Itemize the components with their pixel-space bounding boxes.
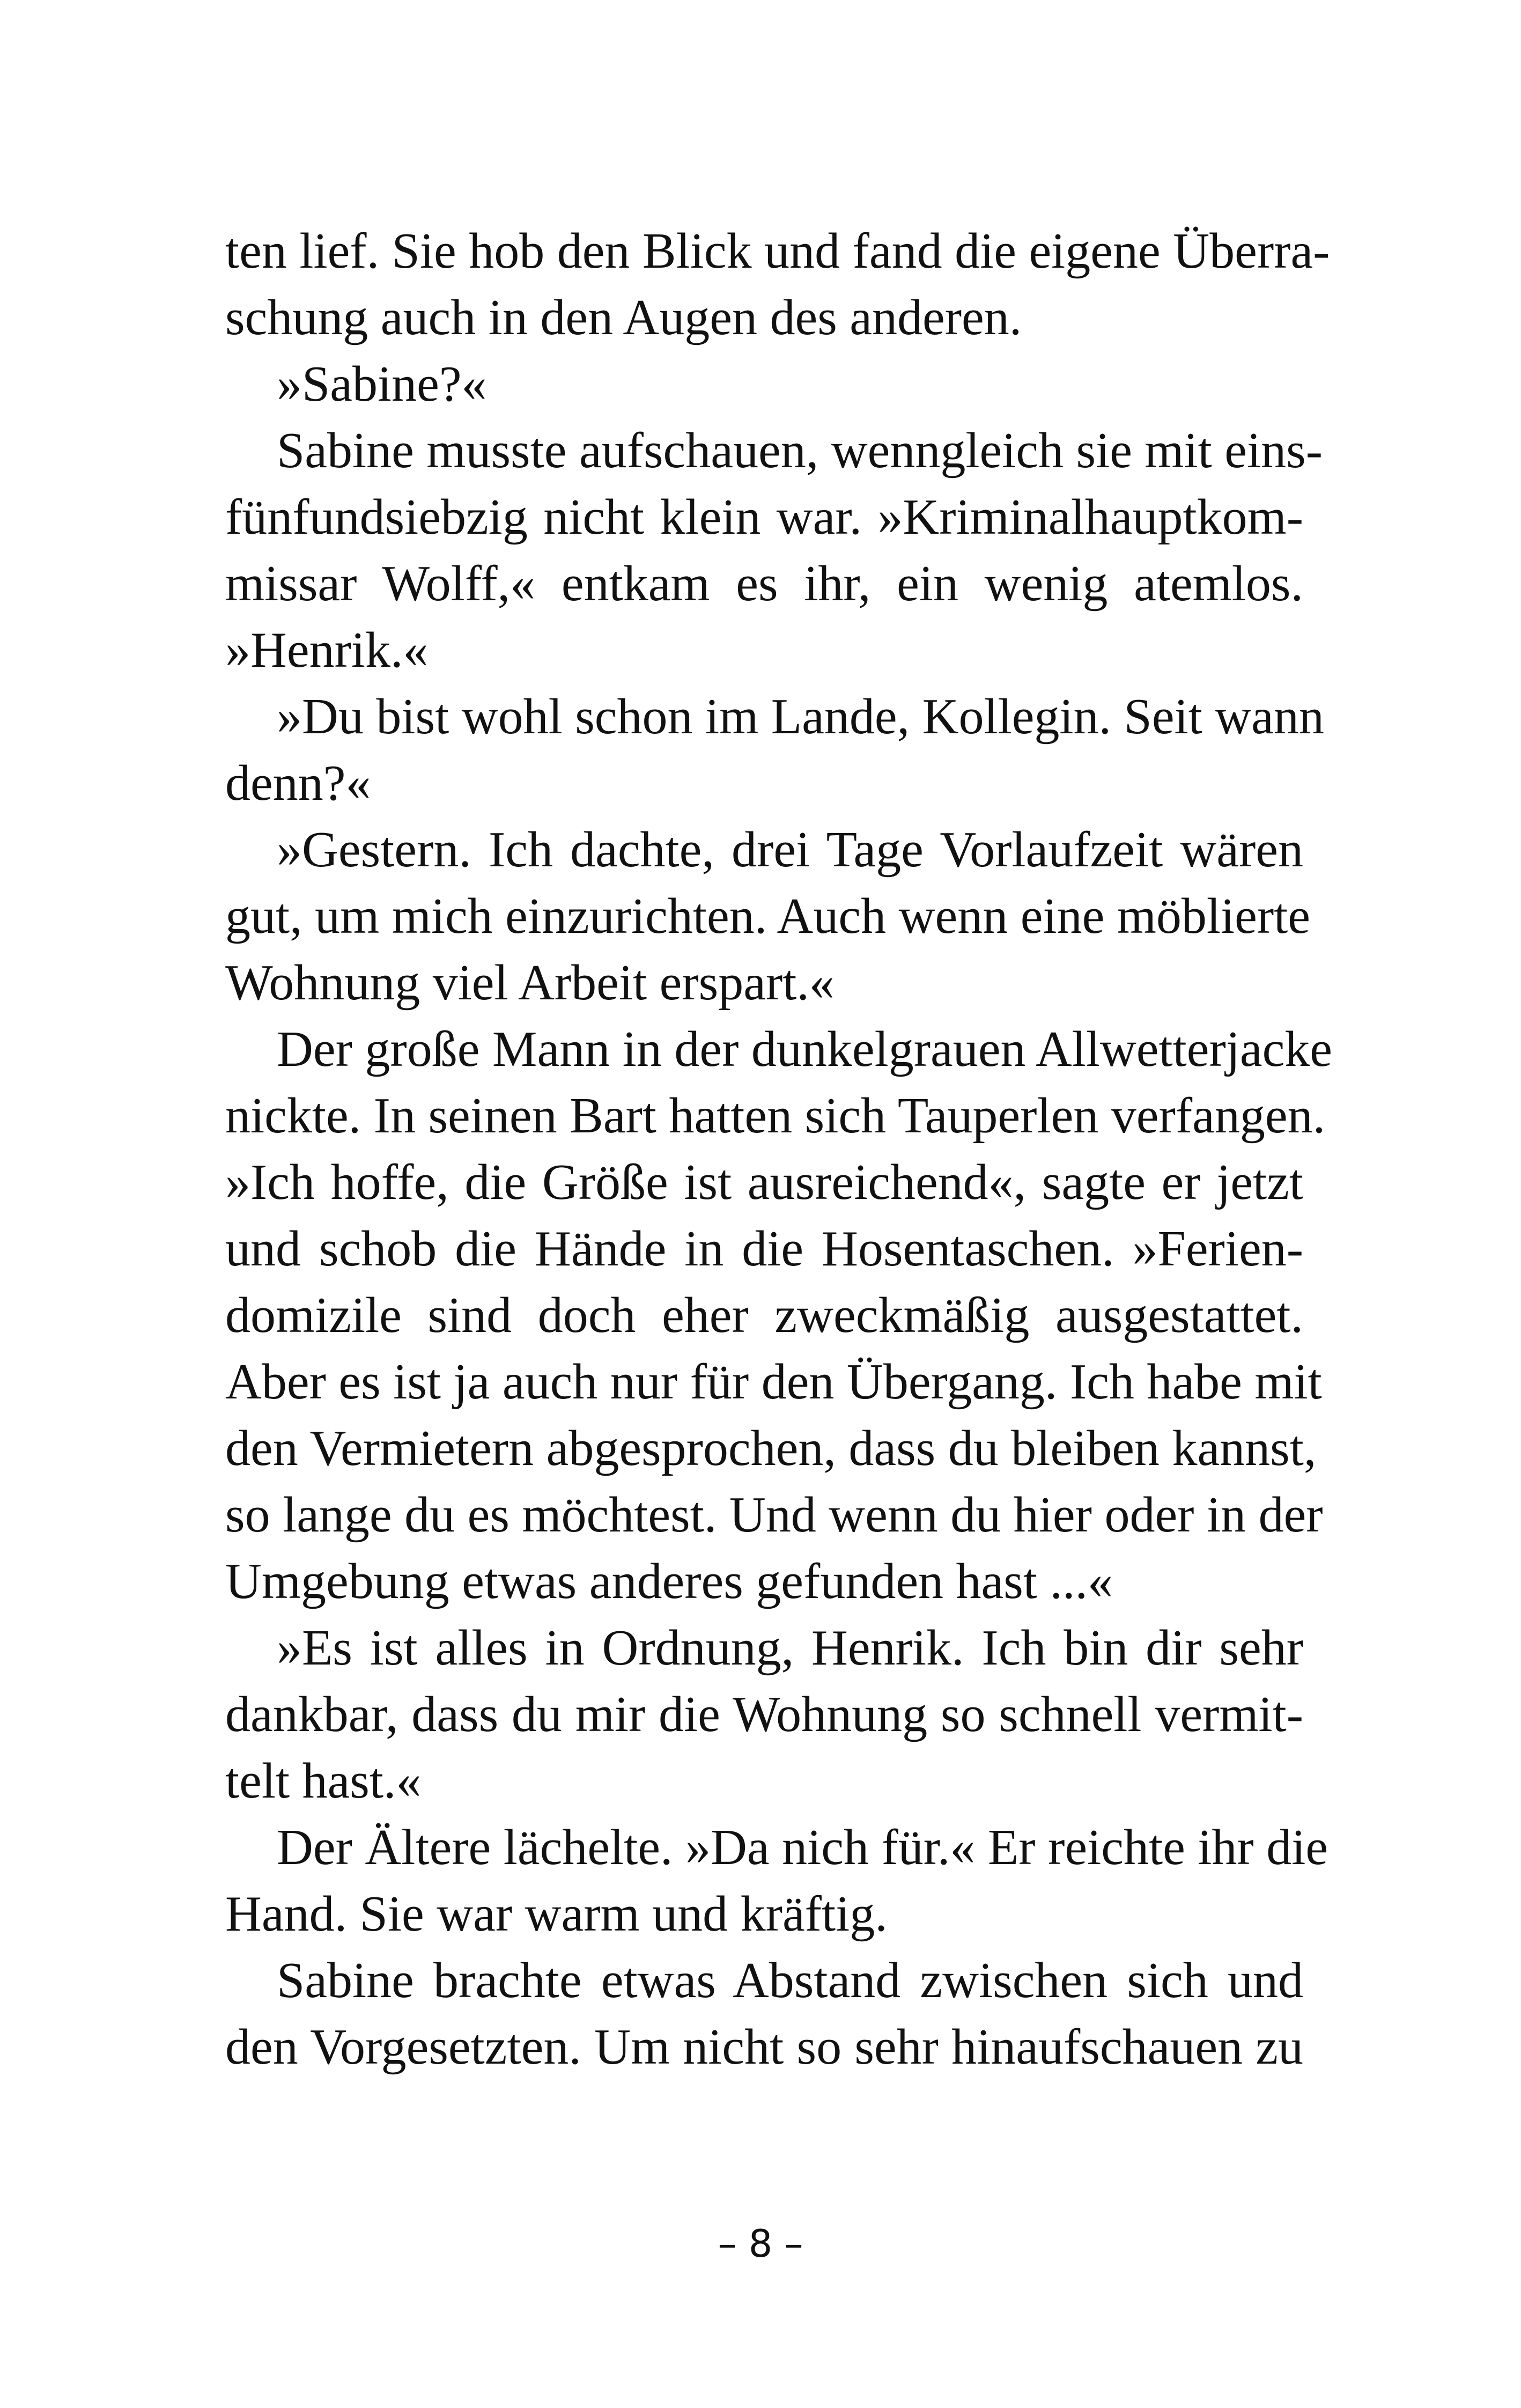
- page-number: – 8 –: [718, 2222, 803, 2266]
- text-line: dankbar, dass du mir die Wohnung so schnell vermit-: [225, 1687, 1303, 1742]
- text-line: Umgebung etwas anderes gefunden hast ...«: [225, 1553, 1113, 1609]
- text-line: den Vermietern abgesprochen, dass du bleiben kannst,: [225, 1420, 1317, 1476]
- text-line: fünfundsiebzig nicht klein war. »Kriminalhauptkom-: [225, 489, 1303, 545]
- text-line: »Es ist alles in Ordnung, Henrik. Ich bin dir sehr: [277, 1620, 1303, 1676]
- text-line: Wohnung viel Arbeit erspart.«: [225, 955, 835, 1011]
- text-line: Sabine musste aufschauen, wenngleich sie mit eins-: [277, 423, 1323, 478]
- text-line: den Vorgesetzten. Um nicht so sehr hinaufschauen zu: [225, 2019, 1303, 2075]
- text-line: nickte. In seinen Bart hatten sich Tauperlen verfangen.: [225, 1088, 1326, 1144]
- text-line: so lange du es möchtest. Und wenn du hier oder in der: [225, 1487, 1323, 1543]
- text-line: missar Wolff,« entkam es ihr, ein wenig atemlos.: [225, 556, 1303, 612]
- text-line: »Henrik.«: [225, 622, 429, 678]
- text-line: telt hast.«: [225, 1753, 422, 1809]
- text-line: schung auch in den Augen des anderen.: [225, 290, 1022, 345]
- text-line: domizile sind doch eher zweckmäßig ausgestattet.: [225, 1287, 1303, 1343]
- text-line: denn?«: [225, 755, 371, 811]
- text-line: Aber es ist ja auch nur für den Übergang. Ich habe mit: [225, 1354, 1322, 1410]
- text-line: gut, um mich einzurichten. Auch wenn eine möblierte: [225, 888, 1311, 944]
- text-line: und schob die Hände in die Hosentaschen. »Ferien-: [225, 1221, 1303, 1277]
- text-line: ten lief. Sie hob den Blick und fand die eigene Überra-: [225, 223, 1330, 279]
- text-line: »Sabine?«: [277, 356, 487, 412]
- text-line: »Ich hoffe, die Größe ist ausreichend«, sagte er jetzt: [225, 1154, 1303, 1210]
- text-line: Sabine brachte etwas Abstand zwischen sich und: [277, 1953, 1303, 2008]
- text-line: »Du bist wohl schon im Lande, Kollegin. Seit wann: [277, 689, 1324, 745]
- text-line: Der große Mann in der dunkelgrauen Allwetterjacke: [277, 1021, 1333, 1077]
- text-line: Hand. Sie war warm und kräftig.: [225, 1886, 888, 1942]
- text-line: Der Ältere lächelte. »Da nich für.« Er reichte ihr die: [277, 1820, 1328, 1875]
- text-line: »Gestern. Ich dachte, drei Tage Vorlaufzeit wären: [277, 822, 1303, 878]
